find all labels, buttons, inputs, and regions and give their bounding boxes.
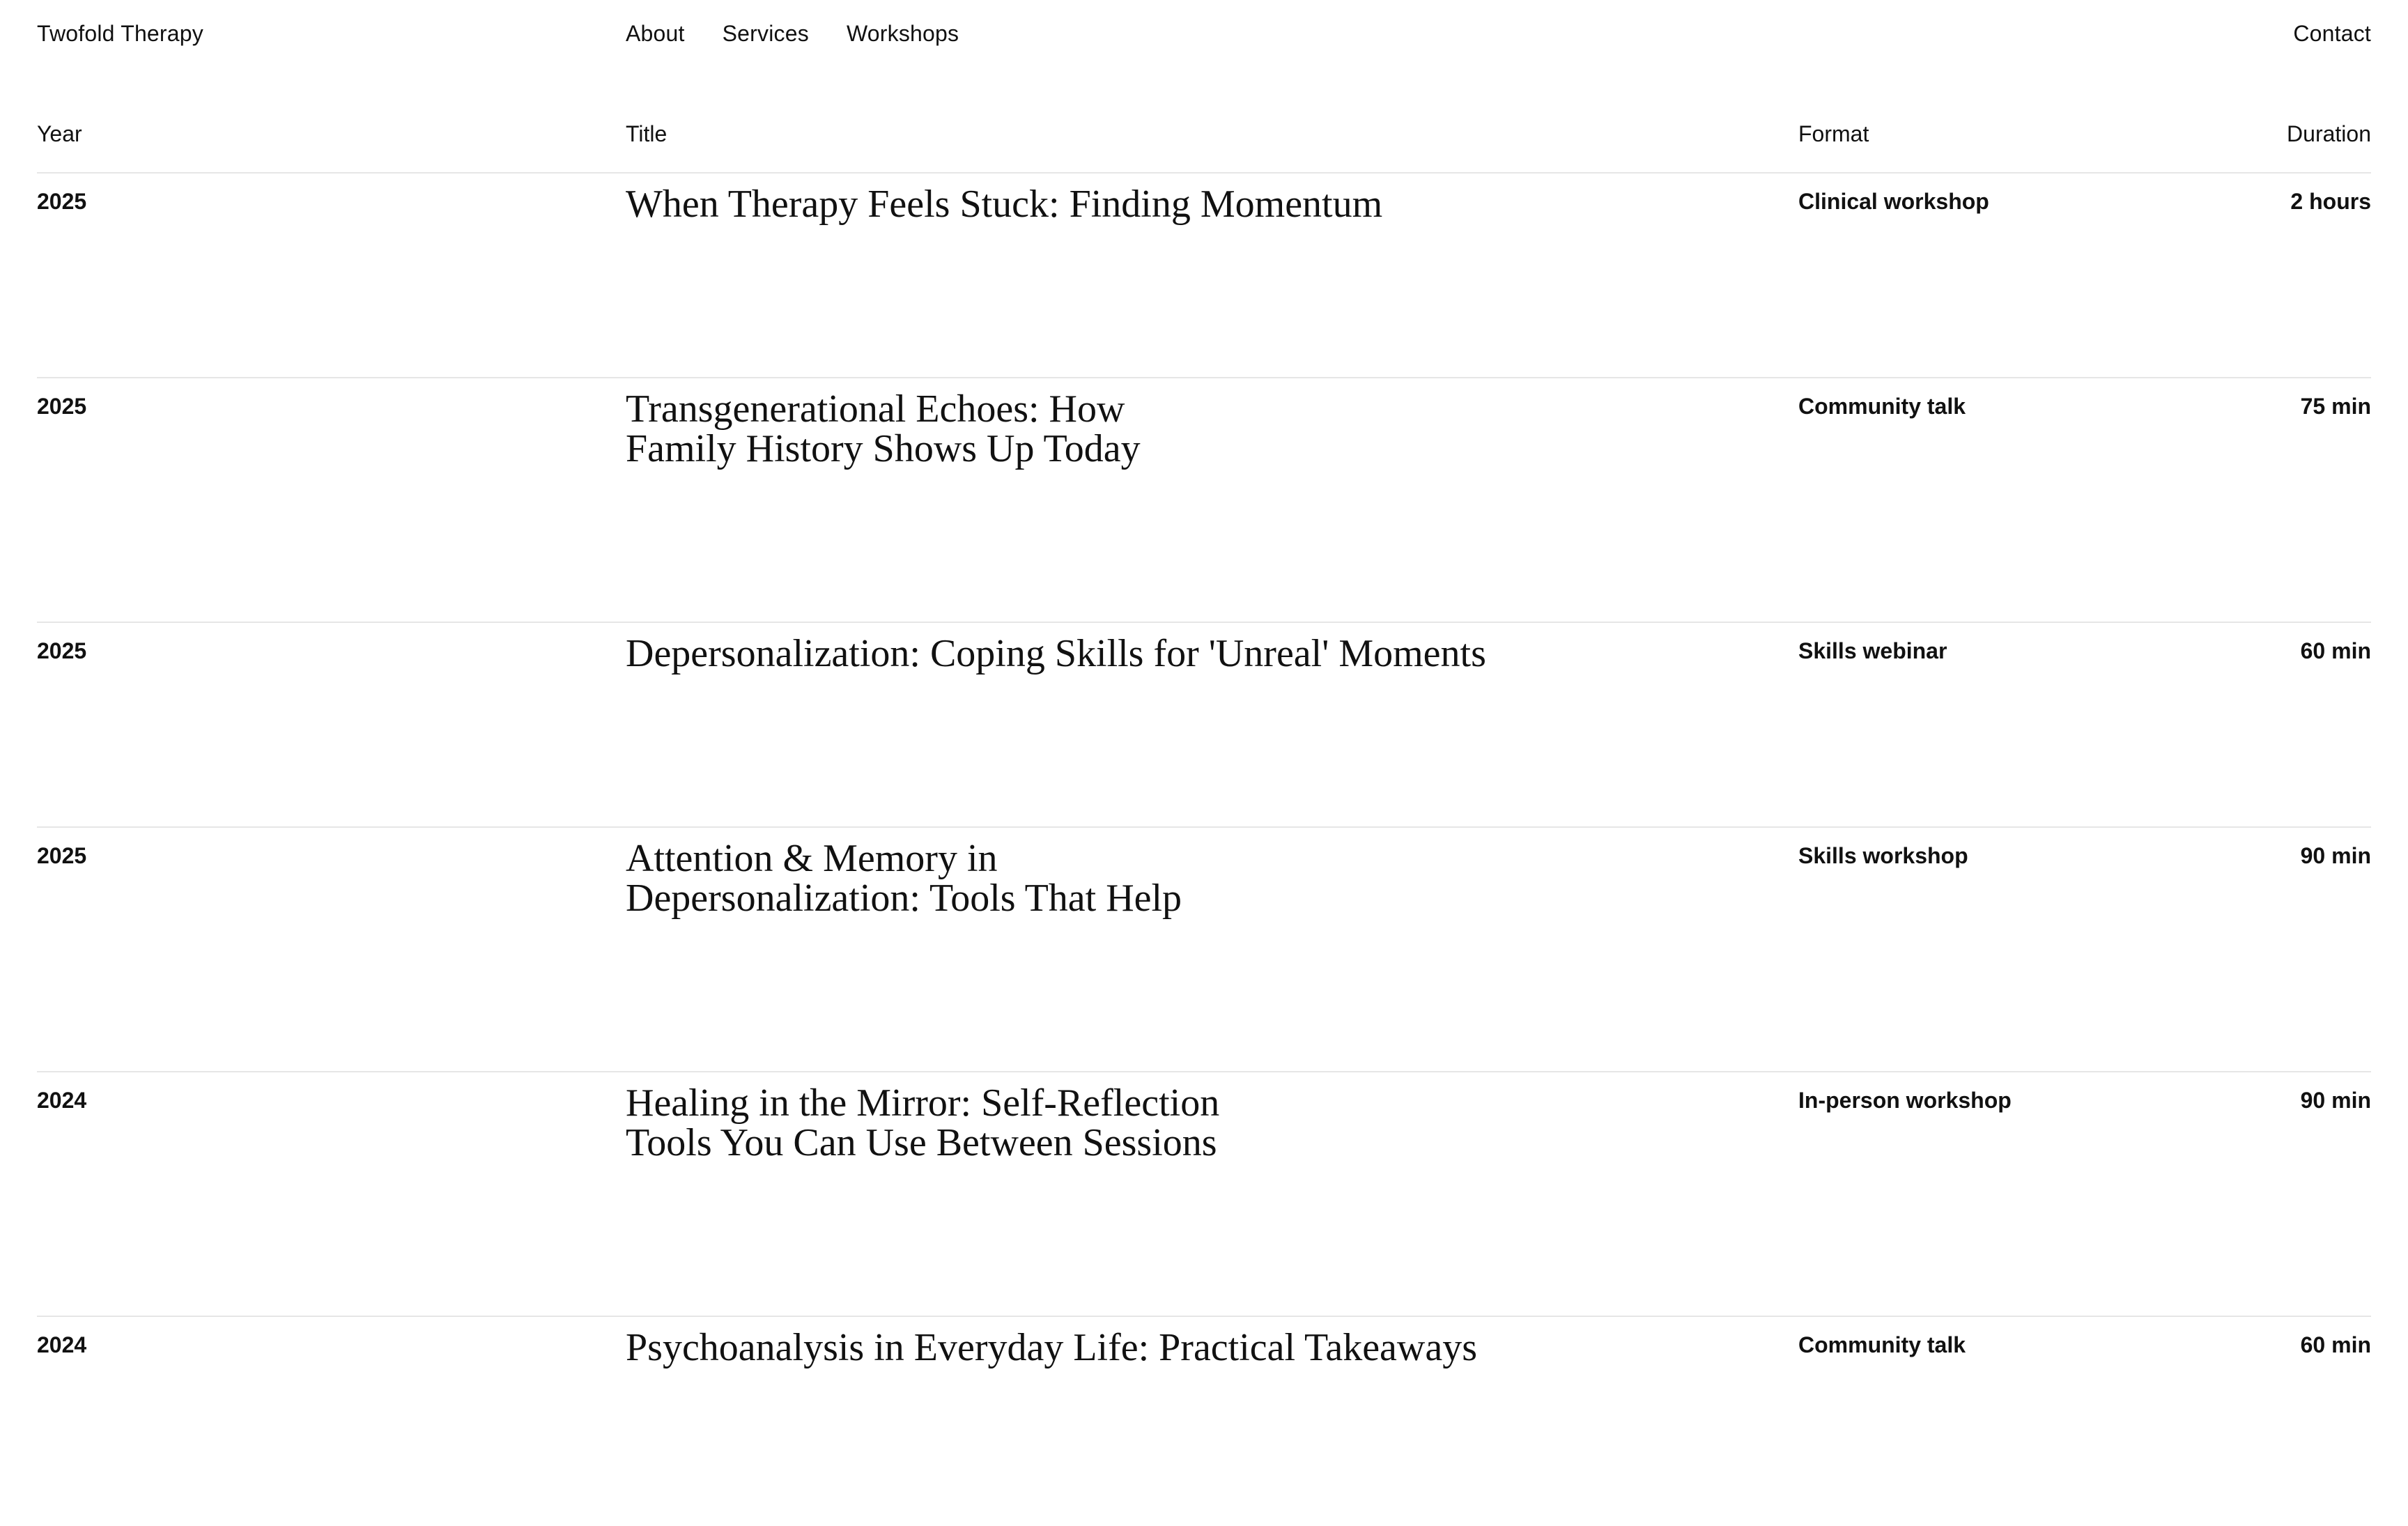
- row-year: 2024: [37, 1332, 87, 1357]
- row-title[interactable]: [626, 185, 1382, 224]
- row-title[interactable]: [626, 387, 1141, 470]
- column-header-duration: Duration: [2287, 121, 2371, 146]
- table-row[interactable]: [37, 378, 2371, 623]
- column-header-year: Year: [37, 121, 82, 146]
- row-year: 2024: [37, 1088, 87, 1113]
- row-duration: 90 min: [2300, 1088, 2371, 1113]
- row-duration: 2 hours: [2290, 189, 2371, 214]
- main-nav: [626, 21, 959, 47]
- table-header: [37, 121, 2371, 174]
- brand-logo-link[interactable]: Twofold Therapy: [37, 21, 203, 46]
- row-title-line: Healing in the Mirror: Self-Reflection: [626, 1081, 1220, 1125]
- table-row[interactable]: [37, 1317, 2371, 1526]
- row-title-line: Transgenerational Echoes: How: [626, 387, 1125, 431]
- row-duration: 75 min: [2300, 394, 2371, 419]
- site-header: [37, 21, 2371, 52]
- nav-contact[interactable]: Contact: [2293, 21, 2371, 46]
- row-format: Skills workshop: [1798, 843, 1968, 868]
- column-header-title: Title: [626, 121, 667, 146]
- column-header-format: Format: [1798, 121, 1869, 146]
- row-title[interactable]: [626, 1081, 1220, 1164]
- row-title-line: When Therapy Feels Stuck: Finding Momentum: [626, 183, 1383, 226]
- row-year: 2025: [37, 638, 87, 663]
- row-format: Community talk: [1798, 1332, 1966, 1357]
- row-duration: 60 min: [2300, 638, 2371, 663]
- row-format: Skills webinar: [1798, 638, 1947, 663]
- row-title-line: Depersonalization: Coping Skills for 'Unreal' Moments: [626, 632, 1486, 675]
- row-title-line: Tools You Can Use Between Sessions: [626, 1121, 1217, 1164]
- row-year: 2025: [37, 394, 87, 419]
- nav-services[interactable]: Services: [722, 21, 809, 46]
- row-title-line: Psychoanalysis in Everyday Life: Practical Takeaways: [626, 1326, 1477, 1369]
- table-row[interactable]: [37, 623, 2371, 828]
- row-year: 2025: [37, 843, 87, 868]
- row-title[interactable]: [626, 839, 1182, 918]
- page: [37, 0, 2371, 1504]
- row-title[interactable]: [626, 634, 1486, 674]
- row-title-line: Family History Shows Up Today: [626, 427, 1141, 470]
- table-row[interactable]: [37, 828, 2371, 1072]
- row-format: Community talk: [1798, 394, 1966, 419]
- row-format: In-person workshop: [1798, 1088, 2012, 1113]
- table-row[interactable]: [37, 174, 2371, 378]
- row-duration: 60 min: [2300, 1332, 2371, 1357]
- nav-about[interactable]: About: [626, 21, 685, 46]
- row-year: 2025: [37, 189, 87, 214]
- nav-workshops[interactable]: Workshops: [846, 21, 959, 46]
- table-row[interactable]: [37, 1072, 2371, 1317]
- row-title-line: Attention & Memory in: [626, 837, 998, 880]
- row-title-line: Depersonalization: Tools That Help: [626, 877, 1182, 920]
- row-title[interactable]: [626, 1328, 1477, 1368]
- workshops-table: [37, 121, 2371, 1526]
- row-duration: 90 min: [2300, 843, 2371, 868]
- row-format: Clinical workshop: [1798, 189, 1989, 214]
